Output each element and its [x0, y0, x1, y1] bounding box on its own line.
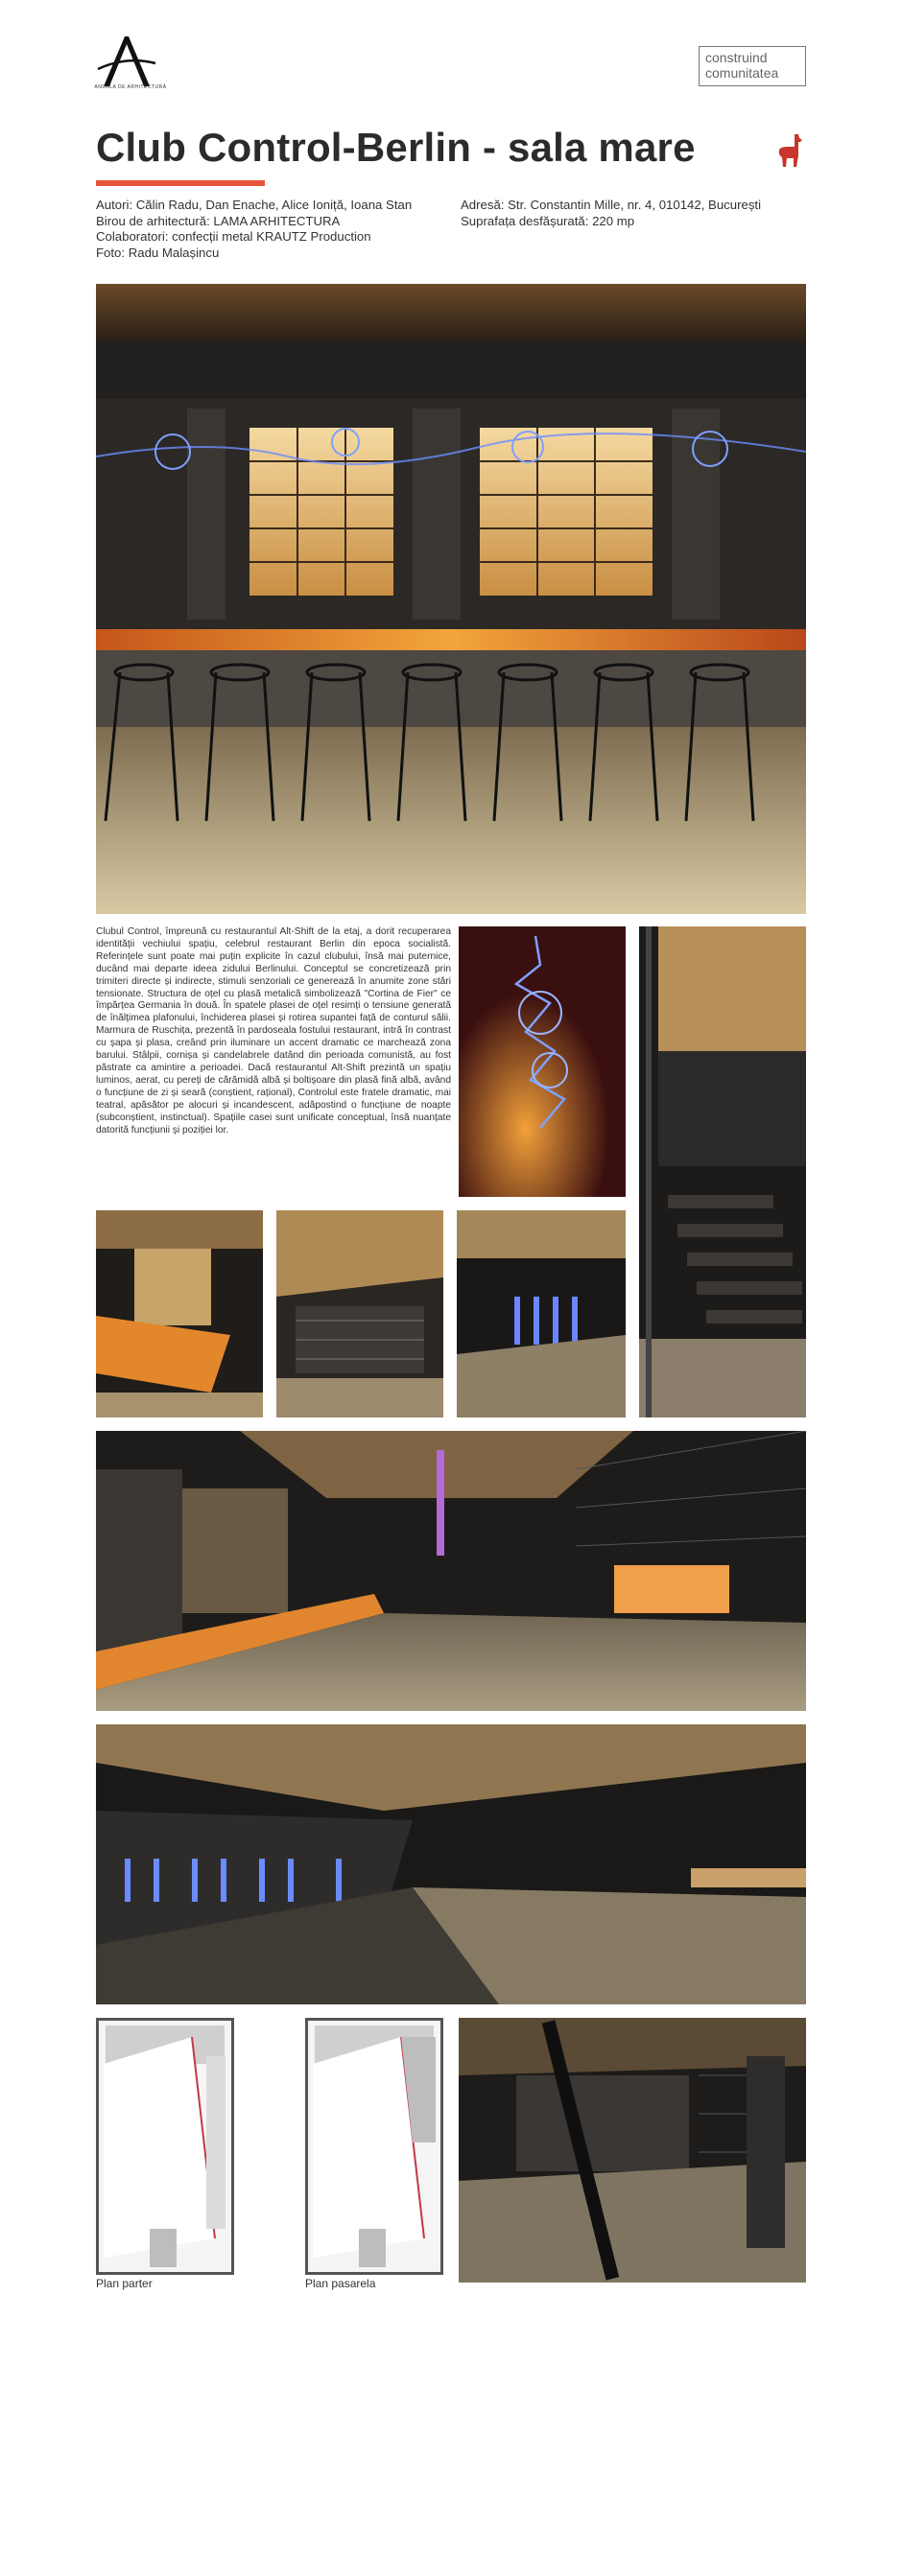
- photo-blue-lights: [457, 1210, 626, 1417]
- photo-hall-wide: [96, 1431, 806, 1711]
- anuala-logo: [96, 31, 157, 92]
- plan-ground-floor: [96, 2018, 234, 2275]
- caption-plan-ground: Plan parter: [96, 2277, 153, 2290]
- photo-chandelier-detail: [459, 926, 626, 1197]
- credits-right: [461, 198, 806, 229]
- photo-mesh-walkway: [96, 1724, 806, 2004]
- photo-bar-hero: [96, 284, 806, 914]
- logo-line-1: construind: [705, 50, 768, 65]
- credit-photo: Foto: Radu Malașincu: [96, 245, 220, 260]
- plan-mezzanine: [305, 2018, 443, 2275]
- photo-mezzanine-overview: [276, 1210, 443, 1417]
- page-title: Club Control-Berlin - sala mare: [96, 125, 696, 170]
- project-description: Clubul Control, împreună cu restaurantul Alt-Shift de la etaj, a dorit recuperarea identității vechiului spațiu, celebrul restaurant Berlin din epoca socialistă. Referințele sunt poate mai puțin explicite în cazul clubului, însă mai puternice, ducând mai departe ideea zidului Berlinului. Conceptul se concretizează prin trimiteri directe și indirecte, stimuli senzoriali ce generează în anumite zone stări tensionate. Structura de oțel cu plasă metalică simbolizează "Cortina de Fier" ce împărțea Germania în două. În spatele plasei de oțel resimți o tensiune generată de înălțimea plafonului, închiderea plasei și rotirea supantei față de conturul sălii. Marmura de Ruschița, prezentă în pardoseala fostului restaurant, intră în contrast cu șapa și plasa, creând prin iluminare un accent dramatic ce marchează zona barului. Stâlpii, cornișa și candelabrele datând din perioada comunistă, au fost păstrate ca amintire a perioadei. Dacă restaurantul Alt-Shift prezintă un spațiu luminos, aerat, cu pereți de cărămidă albă și boltișoare din plasă fină albă, având o funcțiune de zi și seară (conștient, rațional), Controlul este fratele dramatic, mai teatral, apăsător pe alocuri și incandescent, adăpostind o funcțiune de noapte (subconștient, instinctual). Spațiile casei sunt unificate conceptual, însă nuanțate datorită funcțiunii și poziției lor.: [96, 926, 451, 1136]
- photo-staircase: [639, 926, 806, 1417]
- construind-comunitatea-logo: [699, 46, 806, 86]
- photo-interior-columns: [459, 2018, 806, 2283]
- credit-area: Suprafața desfășurată: 220 mp: [461, 213, 635, 228]
- credits-left: [96, 198, 461, 261]
- credit-authors: Autori: Călin Radu, Dan Enache, Alice Ioniță, Ioana Stan: [96, 198, 413, 212]
- caption-plan-mezzanine: Plan pasarela: [305, 2277, 376, 2290]
- credit-office: Birou de arhitectură: LAMA ARHITECTURA: [96, 213, 341, 228]
- credit-address: Adresă: Str. Constantin Mille, nr. 4, 010142, București: [461, 198, 762, 212]
- logo-line-2: comunitatea: [705, 65, 779, 81]
- llama-icon: [775, 132, 804, 169]
- credit-collaborators: Colaboratori: confecții metal KRAUTZ Production: [96, 229, 371, 244]
- photo-bar-counter: [96, 1210, 263, 1417]
- title-underline: [96, 180, 265, 186]
- anuala-logo-text: ANUALA DE ARHITECTURĂ: [94, 84, 167, 90]
